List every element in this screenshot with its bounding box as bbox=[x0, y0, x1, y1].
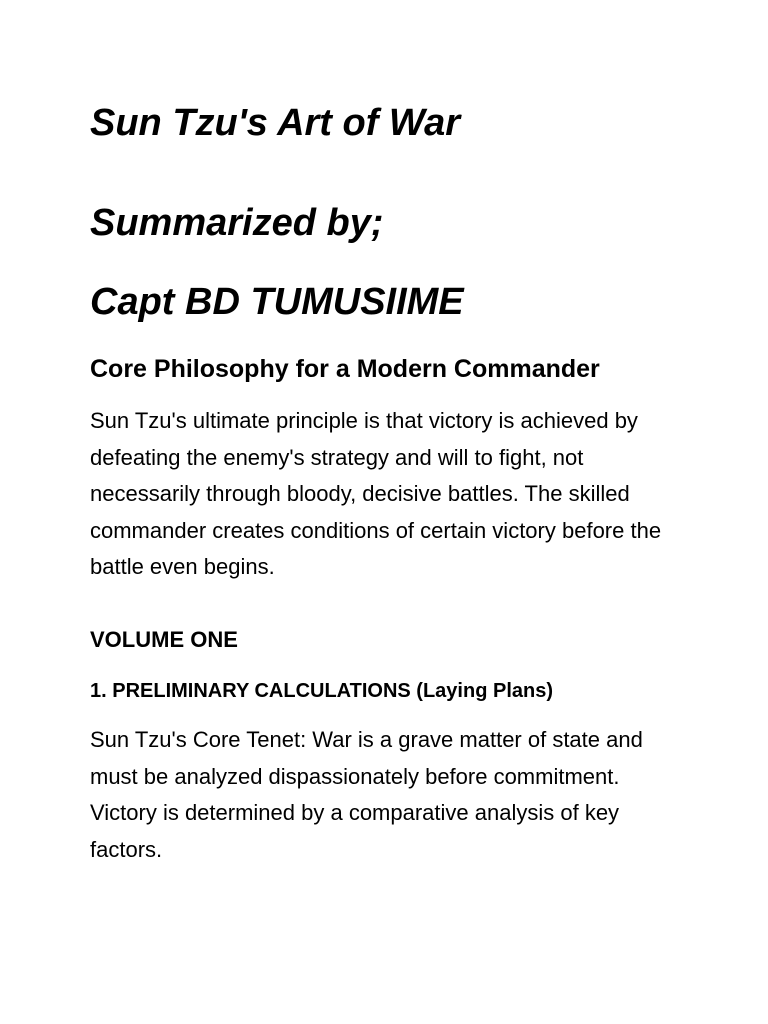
intro-paragraph: Sun Tzu's ultimate principle is that victory is achieved by defeating the enemy's strategy and will to fight, not necessarily through bloody, decisive battles. The skilled commander creates conditions of certain victory before the battle even begins. bbox=[90, 408, 662, 579]
chapter-heading: 1. PRELIMINARY CALCULATIONS (Laying Plans) bbox=[90, 680, 553, 702]
section-heading: Core Philosophy for a Modern Commander bbox=[90, 355, 600, 383]
chapter-paragraph: Sun Tzu's Core Tenet: War is a grave matter of state and must be analyzed dispassionately before commitment. Victory is determined by a comparative analysis of key factors. bbox=[90, 727, 643, 862]
author-name: Capt BD TUMUSIIME bbox=[90, 281, 464, 323]
document-title: Sun Tzu's Art of War bbox=[90, 102, 461, 144]
volume-heading: VOLUME ONE bbox=[90, 627, 238, 652]
summarized-by-line: Summarized by; bbox=[90, 202, 384, 244]
